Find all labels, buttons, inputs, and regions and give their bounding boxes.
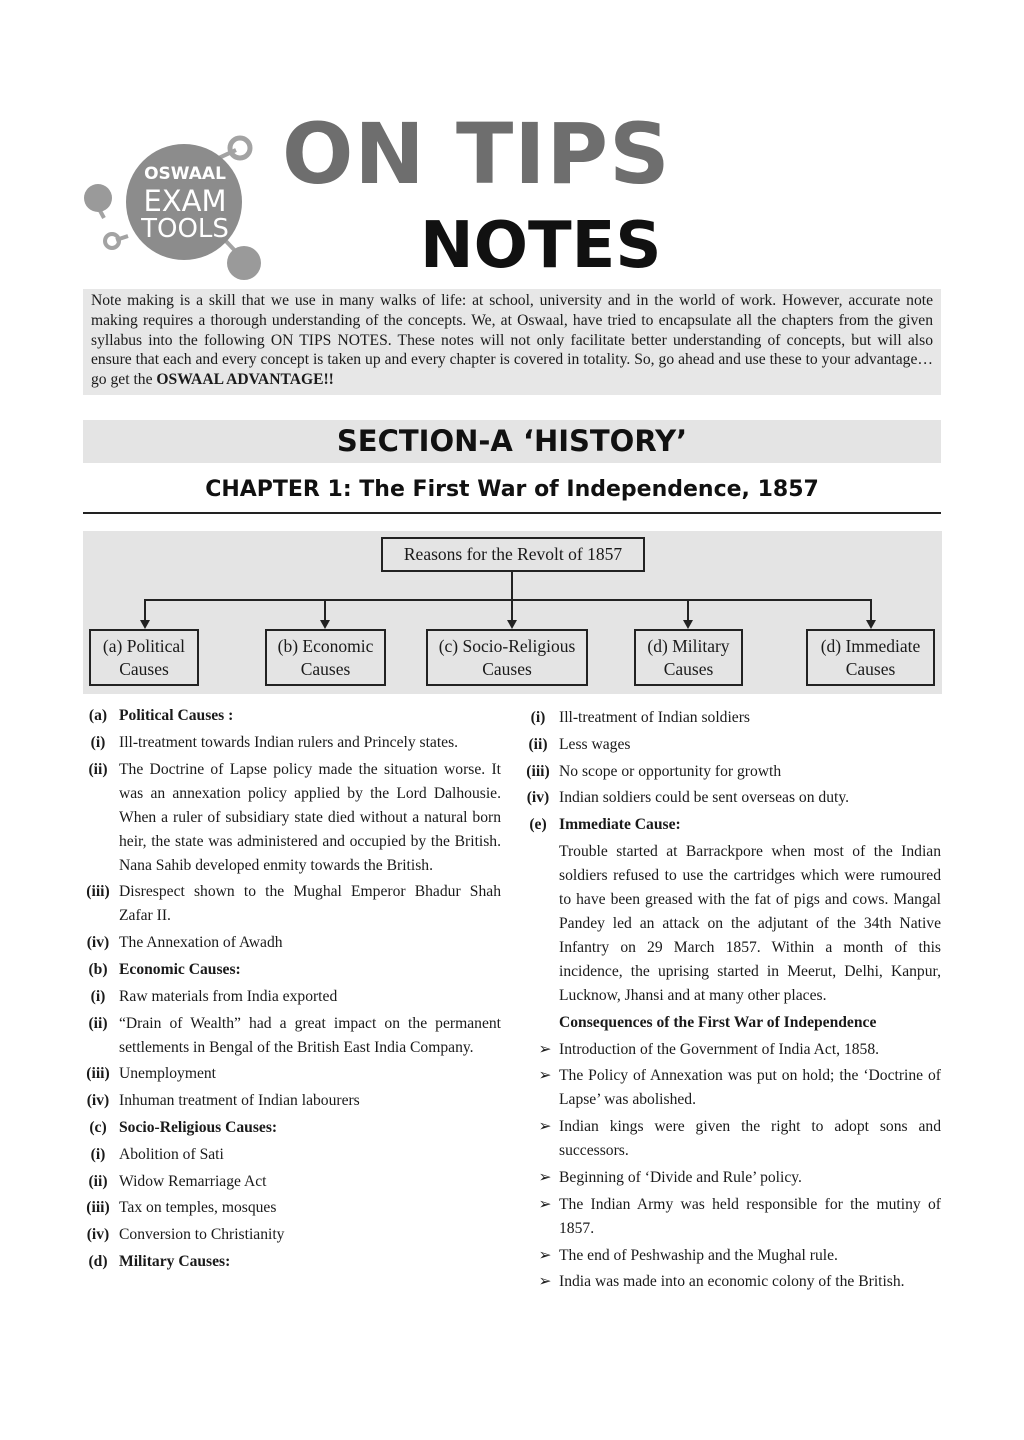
list-item: [523, 706, 941, 730]
list-item: [523, 786, 941, 810]
bullet-item: [523, 1064, 941, 1112]
arrow-bullet-icon: ➢: [538, 1067, 552, 1085]
item-number: (i): [530, 709, 546, 726]
item-number: (iii): [526, 762, 550, 780]
arrow-5: [866, 620, 876, 629]
section-title: SECTION-A ‘HISTORY’: [83, 420, 941, 463]
item-number: (i): [90, 1145, 106, 1163]
item-number: (iv): [86, 1226, 110, 1244]
diagram-child-socio-religious: [426, 629, 588, 686]
heading-political-text: Political Causes :: [119, 707, 234, 724]
list-item: [83, 931, 501, 955]
list-item: [83, 985, 501, 1009]
consequences-heading: Consequences of the First War of Independence: [559, 1013, 877, 1031]
item-number: (iii): [86, 1199, 110, 1217]
heading-economic-text: Economic Causes:: [119, 960, 241, 978]
child-immediate-line2: Causes: [845, 659, 896, 679]
bullet-text: Indian kings were given the right to adopt sons and successors.: [559, 1118, 941, 1160]
child-military-line2: Causes: [663, 659, 714, 679]
item-number: (i): [90, 733, 106, 751]
connector-drop-4: [687, 599, 689, 621]
heading-immediate-text: Immediate Cause:: [559, 816, 681, 834]
diagram-child-political: [89, 629, 199, 686]
intro-box: [83, 289, 941, 395]
bullet-item: [523, 1166, 941, 1190]
item-number: (ii): [528, 735, 548, 753]
diagram-child-military: [634, 629, 743, 686]
item-text: Widow Remarriage Act: [119, 1172, 267, 1190]
intro-bold: OSWAAL ADVANTAGE!!: [156, 371, 334, 389]
item-text: Tax on temples, mosques: [119, 1199, 277, 1217]
list-item: [83, 731, 501, 755]
bullet-item: [523, 1244, 941, 1268]
item-number: (iii): [86, 1065, 110, 1083]
child-political-line1: (a) Political: [102, 636, 186, 656]
bullet-item: [523, 1193, 941, 1241]
bullet-item: [523, 1115, 941, 1163]
list-item: [83, 1062, 501, 1086]
left-column: [83, 704, 501, 1277]
connector-horizontal: [144, 599, 872, 601]
item-number: (iv): [526, 789, 550, 807]
heading-socio-religious: [83, 1116, 501, 1140]
label-d: (d): [88, 1252, 108, 1270]
item-text: Unemployment: [119, 1065, 217, 1083]
arrow-bullet-icon: ➢: [538, 1246, 552, 1264]
arrow-bullet-icon: ➢: [538, 1168, 552, 1186]
bullet-text: Beginning of ‘Divide and Rule’ policy.: [559, 1168, 802, 1186]
item-number: (ii): [88, 760, 108, 778]
arrow-bullet-icon: ➢: [538, 1118, 552, 1136]
arrow-2: [320, 620, 330, 629]
item-number: (iv): [86, 1092, 110, 1110]
right-column: [523, 706, 941, 1297]
item-text: “Drain of Wealth” had a great impact on the permanent settlements in Bengal of the British East India Company.: [119, 1014, 501, 1056]
item-text: Ill-treatment towards Indian rulers and Princely states.: [119, 733, 459, 751]
list-item: [83, 1012, 501, 1060]
connector-root-stem: [511, 572, 513, 600]
list-item: [83, 1089, 501, 1113]
bullet-text: The Indian Army was held responsible for the mutiny of 1857.: [559, 1195, 941, 1237]
heading-political: [83, 704, 501, 728]
arrow-bullet-icon: ➢: [538, 1040, 552, 1058]
title-on-tips: ON TIPS: [282, 105, 671, 203]
immediate-cause-paragraph: Trouble started at Barrackpore when most of the Indian soldiers refused to use the cartridges which were rumoured to have been greased with the fat of pigs and cows. Mangal Pandey led an attack on the adjutant of the 34th Native Infantry on 29 March 1857. Within a month of this incidence, the uprising started in Meerut, Delhi, Kanpur, Lucknow, Jhansi and at many other places.: [559, 842, 941, 1004]
heading-socio-religious-text: Socio-Religious Causes:: [119, 1118, 278, 1136]
connector-drop-1: [144, 599, 146, 621]
label-e: (e): [529, 816, 547, 834]
list-item: [83, 1223, 501, 1247]
arrow-bullet-icon: ➢: [538, 1195, 552, 1213]
diagram-root-label: Reasons for the Revolt of 1857: [403, 544, 623, 564]
list-item: [83, 1143, 501, 1167]
bullet-item: [523, 1038, 941, 1062]
child-economic-line2: Causes: [300, 659, 351, 679]
label-c: (c): [89, 1118, 107, 1136]
arrow-4: [683, 620, 693, 629]
list-item: [83, 1196, 501, 1220]
item-text: No scope or opportunity for growth: [559, 762, 782, 780]
intro-text: Note making is a skill that we use in many walks of life: at school, university and in the world of work. However, accurate note making requires a thorough understanding of the concepts. We, at Oswaal, have tried to encapsulate all the chapters from the given syllabus into the following ON TIPS NOTES. These notes will not only facilitate better understanding of concepts, but will also ensure that each and every concept is taken up and every chapter is covered in totality. So, go ahead and use these to your advantage… go get the: [91, 292, 933, 389]
heading-military: [83, 1250, 501, 1274]
child-economic-line1: (b) Economic: [277, 636, 374, 656]
chapter-title: CHAPTER 1: The First War of Independence, 1857: [205, 477, 819, 502]
arrow-3: [507, 620, 517, 629]
diagram-child-immediate: [806, 629, 935, 686]
child-immediate-line1: (d) Immediate: [820, 636, 921, 656]
item-text: Conversion to Christianity: [119, 1226, 285, 1244]
connector-drop-5: [870, 599, 872, 621]
heading-immediate: [523, 813, 941, 837]
logo-line-tools: TOOLS: [141, 214, 229, 244]
item-text: Indian soldiers could be sent overseas on duty.: [559, 789, 850, 807]
child-military-line1: (d) Military: [647, 636, 730, 656]
item-number: (iii): [86, 883, 110, 901]
bullet-text: Introduction of the Government of India Act, 1858.: [559, 1040, 880, 1058]
child-political-line2: Causes: [119, 659, 169, 679]
label-a: (a): [88, 707, 108, 724]
item-number: (ii): [88, 1172, 108, 1190]
bullet-item: [523, 1270, 941, 1294]
oswaal-exam-tools-logo: [78, 128, 268, 288]
title-notes: NOTES: [420, 209, 662, 283]
heading-economic: [83, 958, 501, 982]
diagram-root-box: [381, 537, 645, 572]
diagram-child-economic: [265, 629, 386, 686]
list-item: [83, 758, 501, 878]
list-item: [523, 760, 941, 784]
item-number: (i): [90, 987, 106, 1005]
item-number: (ii): [88, 1014, 108, 1032]
connector-drop-2: [324, 599, 326, 621]
arrow-bullet-icon: ➢: [538, 1273, 552, 1291]
item-text: Raw materials from India exported: [119, 987, 338, 1005]
heading-military-text: Military Causes:: [119, 1252, 231, 1270]
item-text: Abolition of Sati: [119, 1145, 224, 1163]
bullet-text: India was made into an economic colony of the British.: [559, 1273, 905, 1291]
list-item: [523, 733, 941, 757]
item-text: Inhuman treatment of Indian labourers: [119, 1092, 360, 1110]
child-socio-line1: (c) Socio-Religious: [438, 636, 576, 656]
list-item: [83, 1170, 501, 1194]
item-text: The Annexation of Awadh: [119, 934, 283, 952]
label-b: (b): [88, 960, 108, 978]
bullet-text: The end of Peshwaship and the Mughal rule.: [559, 1246, 838, 1264]
connector-drop-3: [511, 599, 513, 621]
chapter-divider: [83, 512, 941, 514]
item-text: Less wages: [559, 735, 631, 753]
child-socio-line2: Causes: [482, 659, 532, 679]
list-item: [83, 880, 501, 928]
item-text: The Doctrine of Lapse policy made the situation worse. It was an annexation policy applied by the Lord Dalhousie. When a ruler of subsidiary state died without a natural born heir, the state was administered and occupied by the British. Nana Sahib developed enmity towards the British.: [119, 760, 501, 874]
arrow-1: [140, 620, 150, 629]
bullet-text: The Policy of Annexation was put on hold; the ‘Doctrine of Lapse’ was abolished.: [559, 1067, 941, 1109]
logo-line-oswaal: OSWAAL: [144, 164, 226, 184]
revolt-reasons-diagram: [83, 531, 942, 694]
item-text: Ill-treatment of Indian soldiers: [559, 709, 750, 726]
item-number: (iv): [86, 934, 110, 952]
logo-line-exam: EXAM: [143, 184, 227, 218]
item-text: Disrespect shown to the Mughal Emperor Bhadur Shah Zafar II.: [119, 883, 501, 925]
